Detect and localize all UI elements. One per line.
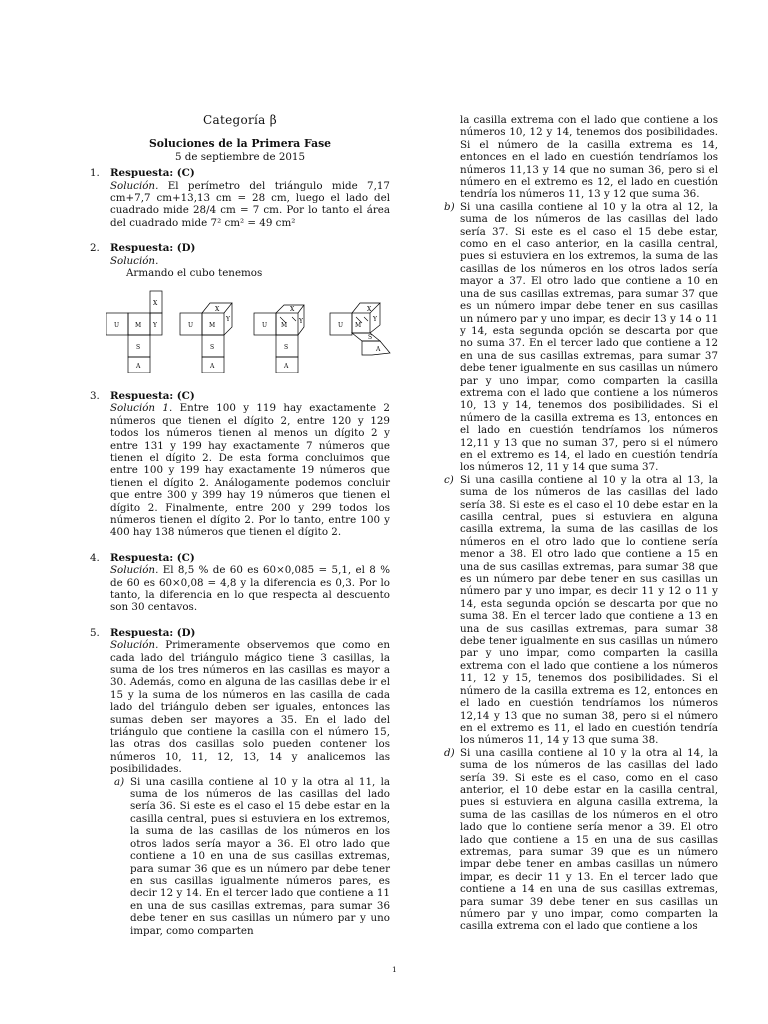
case-label: c) (444, 473, 454, 486)
right-column (440, 114, 718, 933)
case-b (440, 201, 718, 474)
problem-number: 5. (90, 626, 100, 639)
solution-label: Solución 1. (110, 402, 173, 415)
problem-number: 3. (90, 389, 100, 402)
case-text: la casilla extrema con el lado que contiene a los números 10, 12 y 14, tenemos dos posibilidades. Si el número de la casilla extrema es 14, entonces en el lado en cuestión tendríamos los números 11,13 y 14 que no suman 36, pero si el número en el extremo es 12, el lado en cuestión tendría los números 11, 13 y 12 que suma 36. (460, 114, 718, 201)
solution-label: Solución. (110, 639, 159, 652)
case-c (440, 474, 718, 747)
category-heading: Categoría β (203, 113, 277, 127)
problem-4 (90, 552, 390, 614)
cube-label-a: A (376, 346, 381, 354)
page-title: Soluciones de la Primera Fase (148, 137, 332, 151)
cube-nets-figure (106, 283, 396, 373)
case-text: Si una casilla contiene al 10 y la otra al 13, la suma de los números de las casillas del lado sería 38. Si este es el caso el 10 debe estar en la casilla central, pues si estuviera en alguna casilla extrema, la suma de las casillas de los números en el otro lado que lo contiene sería menor a 38. El otro lado que contiene a 15 en una de sus casillas extremas, para sumar 38 que es un número par debe tener en sus casillas un número par y uno impar, es decir 11 y 12 o 11 y 14, esta segunda opción se descarta por que no suma 38. En el tercer lado que contiene a 13 en una de sus casillas extremas, para sumar 38 debe tener igualmente en sus casillas un número par y uno impar, como comparten la casilla extrema con el lado que contiene a los números 11, 12 y 15, tenemos dos posibilidades. Si el número de la casilla extrema es 12, entonces en el lado en cuestión tendríamos los números 12,14 y 13 que no suman 38, pero si el número en el extremo es 11, el lado en cuestión tendría los números 11, 14 y 13 que suma 38. (460, 473, 718, 747)
cube-label-s: S (284, 344, 289, 352)
cube-label-m: M (135, 322, 142, 330)
page-number: 1 (392, 965, 397, 974)
problem-number: 4. (90, 551, 100, 564)
date: 5 de septiembre de 2015 (174, 150, 306, 163)
cube-label-s: S (210, 344, 215, 352)
case-text: Si una casilla contiene al 10 y la otra al 12, la suma de los números de las casillas del lado sería 37. Si este es el caso el 15 debe estar, como en el caso anterior, en la casilla central, pues si estuviera en los extremos, la suma de las casillas de los números en los otros lados sería mayor a 37. El otro lado que contiene a 10 en una de sus casillas extremas, para sumar 37 que es un número impar debe tener en sus casillas un número par y uno impar, es decir 13 y 14 o 11 y 14, esta segunda opción se descarta por que no suma 37. En el tercer lado que contiene a 12 en una de sus casillas extremas, para sumar 37 debe tener igualmente en sus casillas un número par y uno impar, como comparten la casilla extrema con el lado que contiene a los números 10, 13 y 14, tenemos dos posibilidades. Si el número de la casilla extrema es 13, entonces en el lado en cuestión tendríamos los números 12,11 y 13 que no suman 37, pero si el número en el extremo es 14, el lado en cuestión tendría los números 12, 11 y 14 que suma 37. (460, 200, 718, 474)
case-text: Si una casilla contiene al 10 y la otra al 11, la suma de los números de las casillas del lado sería 36. Si este es el caso el 15 debe estar en la casilla central, pues si estuviera en los extremos, la suma de las casillas de los números en los otros lados sería mayor a 36. El otro lado que contiene a 10 en una de sus casillas extremas, para sumar 36 que es un número par debe tener en sus casillas igualmente números pares, es decir 12 y 14. En el tercer lado que contiene a 11 en una de sus casillas extremas, para sumar 36 debe tener en sus casillas un número par y uno impar, como comparten (130, 775, 390, 937)
cube-label-m: M (355, 322, 362, 330)
solution-text: El 8,5 % de 60 es 60×0,085 = 5,1, el 8 % de 60 es 60×0,08 = 4,8 y la diferencia es 0,3. Por lo tanto, la diferencia en lo que respecta al descuento son 30 centavos. (110, 564, 390, 614)
cube-label-a: A (284, 363, 289, 371)
cube-label-m: M (281, 322, 288, 330)
case-label: d) (444, 746, 455, 759)
problem-5 (90, 627, 390, 937)
cube-label-x: X (153, 300, 158, 308)
cube-label-y: Y (299, 318, 303, 326)
solution-text: Entre 100 y 119 hay exactamente 2 números que tienen el dígito 2, entre 120 y 129 todos los números tienen al menos un dígito 2 y entre 131 y 199 hay exactamente 7 números que tienen el dígito 2. De esta forma concluimos que entre 100 y 199 hay exactamente 19 números que tienen el dígito 2. Análogamente podemos concluir que entre 300 y 399 hay 19 números que tienen el dígito 2. Finalmente, entre 200 y 299 todos los números tienen el dígito 2. Por lo tanto, entre 100 y 400 hay 138 números que tienen el dígito 2. (110, 402, 390, 539)
answer: Respuesta: (C) (110, 551, 195, 564)
solution-text: El perímetro del triángulo mide 7,17 cm+7,7 cm+13,13 cm = 28 cm, luego el lado del cuadrado mide 28/4 cm = 7 cm. Por lo tanto el área del cuadrado mide 7² cm² = 49 cm² (110, 179, 390, 229)
cube-label-s: S (136, 344, 141, 352)
problem-number: 2. (90, 242, 100, 255)
cube-label-u: U (114, 322, 120, 330)
answer: Respuesta: (D) (110, 626, 196, 639)
problem-3 (90, 390, 390, 539)
cube-label-y: Y (226, 316, 230, 324)
solution-text: Armando el cubo tenemos (126, 267, 263, 280)
problem-number: 1. (90, 167, 100, 180)
cube-label-y: Y (153, 322, 157, 330)
cube-label-m: M (209, 322, 216, 330)
solution-label: Solución. (110, 179, 159, 192)
case-label: b) (444, 200, 455, 213)
case-label: a) (114, 775, 125, 788)
cube-label-x: X (290, 306, 295, 314)
answer: Respuesta: (C) (110, 167, 195, 180)
cube-label-s: S (368, 334, 373, 342)
cube-label-x: X (215, 306, 220, 314)
cube-label-a: A (210, 363, 215, 371)
cube-label-a: A (136, 363, 141, 371)
cube-label-x: X (367, 306, 372, 314)
cube-label-u: U (262, 322, 268, 330)
case-a-continued (440, 114, 718, 201)
solution-label: Solución. (110, 564, 159, 577)
left-column (90, 114, 390, 937)
solution-label: Solución. (110, 254, 159, 267)
answer: Respuesta: (C) (110, 389, 195, 402)
problem-1 (90, 167, 390, 229)
answer: Respuesta: (D) (110, 242, 196, 255)
cube-label-y: Y (373, 316, 377, 324)
case-d (440, 747, 718, 933)
cube-label-u: U (188, 322, 194, 330)
cube-label-u: U (338, 322, 344, 330)
problem-2 (90, 242, 390, 377)
solution-text: Primeramente observemos que como en cada lado del triángulo mágico tiene 3 casillas, la suma de los tres números en las casillas es mayor a 30. Además, como en alguna de las casillas debe ir el 15 y la suma de los números en las casilla de cada lado del triángulo deben ser iguales, entonces las sumas deben ser mayores a 35. En el lado del triángulo que contiene la casilla con el número 15, las otras dos casillas solo pueden contener los números 10, 11, 12, 13, 14 y analicemos las posibilidades. (110, 639, 390, 776)
case-text: Si una casilla contiene al 10 y la otra al 14, la suma de los números de las casillas del lado sería 39. Si este es el caso, como en el caso anterior, el 10 debe estar en la casilla central, pues si estuviera en alguna casilla extrema, la suma de las casillas de los números en el otro lado que lo contiene sería menor a 39. El otro lado que contiene a 15 en una de sus casillas extremas, para sumar 39 que es un número impar debe tener en ambas casillas un número impar, es decir 11 y 13. En el tercer lado que contiene a 14 en una de sus casillas extremas, para sumar 39 debe tener en sus casillas un número par y uno impar, como comparten la casilla extrema con el lado que contiene a los (460, 746, 718, 933)
case-a (110, 776, 390, 937)
